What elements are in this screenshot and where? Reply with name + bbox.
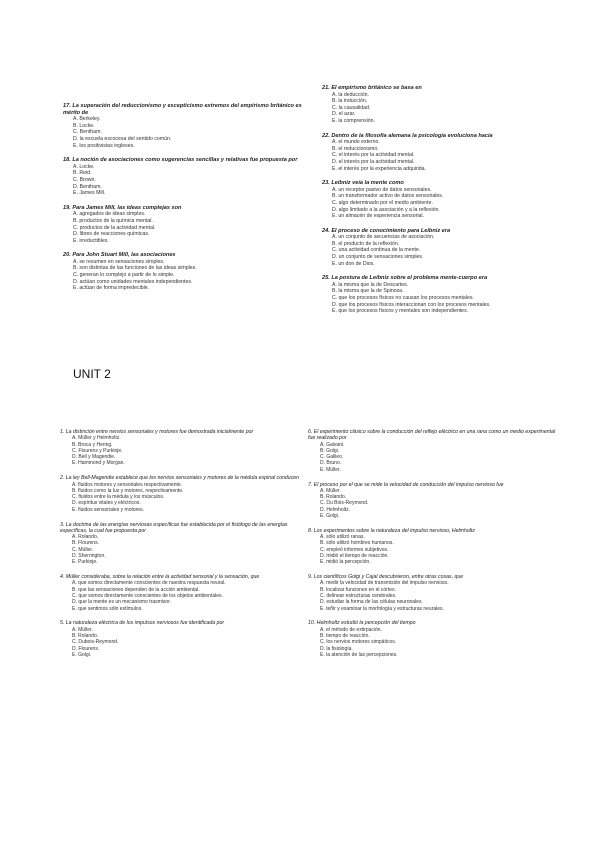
question-block bbox=[63, 252, 313, 292]
question-block bbox=[60, 475, 310, 513]
answer-option: C. los nervios motores simpáticos. bbox=[320, 639, 397, 646]
answer-option: C. Galileo. bbox=[320, 454, 344, 461]
question-text: 6. El experimento clásico sobre la conducción del reflejo eléctrico en una rana como un medio experimental fue realizado por bbox=[308, 429, 556, 442]
answer-option: E. actúan de forma impredecible. bbox=[73, 285, 150, 292]
answer-option: C. algo determinado por el medio ambiente. bbox=[332, 199, 433, 206]
answer-option: D. Bruno. bbox=[320, 460, 342, 467]
answer-option: B. el reduccionismo. bbox=[332, 145, 379, 152]
answer-option: C. Du Bois-Reymond. bbox=[320, 500, 369, 507]
answer-option: C. Flourens y Purkinje. bbox=[72, 447, 123, 454]
question-text: 21. El empirismo británico se basa en bbox=[322, 85, 422, 91]
answer-option: A. Müller y Helmholtz. bbox=[72, 435, 121, 442]
answer-option: D. Bentham. bbox=[73, 183, 102, 190]
question-block bbox=[63, 157, 313, 197]
answer-option: D. que los procesos físicos interaccionan con los procesos mentales. bbox=[332, 301, 491, 308]
answer-option: C. que somos directamente conscientes de los objetos ambientales. bbox=[72, 593, 223, 600]
answer-option: D. un conjunto de sensaciones simples. bbox=[332, 254, 424, 261]
question-text: 20. Para John Stuart Mill, las asociaciones bbox=[63, 252, 176, 259]
answer-option: C. el interés por la actividad mental. bbox=[332, 152, 415, 159]
answer-option: E. que los procesos físicos y mentales son independientes. bbox=[332, 308, 469, 315]
question-text: 5. La naturaleza eléctrica de los impulsos nerviosos fue identificada por bbox=[60, 620, 225, 627]
question-block bbox=[322, 275, 572, 315]
answer-option: E. teñir y examinar la morfología y estructuras neurales. bbox=[320, 605, 444, 612]
answer-option: E. los positivistas ingleses. bbox=[73, 142, 135, 149]
answer-option: B. la misma que la de Spinoza. bbox=[332, 288, 404, 295]
answer-option: C. Dubois-Reymond. bbox=[72, 639, 119, 646]
answer-option: B. el producto de la reflexión. bbox=[332, 240, 400, 247]
question-text: 10. Helmholtz estudió la percepción del tiempo bbox=[308, 620, 416, 627]
answer-option: D. que la mente es un mecanismo trasmisor. bbox=[72, 599, 171, 606]
unit2-left-column bbox=[60, 429, 310, 667]
answer-option: B. Locke. bbox=[73, 122, 95, 129]
answer-option: E. Golgi. bbox=[320, 513, 340, 520]
question-block bbox=[322, 228, 572, 268]
answer-option: B. que las sensaciones dependen de la acción ambiental. bbox=[72, 586, 200, 593]
answer-option: D. el interés por la actividad mental. bbox=[332, 158, 415, 165]
answer-option: A. el método de extirpación. bbox=[320, 626, 382, 633]
unit2-right-column bbox=[308, 429, 558, 667]
answer-option: E. Purkinje. bbox=[72, 559, 98, 566]
answer-option: D. la fisiología. bbox=[320, 645, 353, 652]
question-text: 2. La ley Bell-Magendie establece que los nervios sensoriales y motores de la médula espinal conducen bbox=[60, 475, 300, 482]
question-block bbox=[60, 522, 310, 566]
answer-option: A. el mundo externo. bbox=[332, 139, 380, 146]
question-block bbox=[60, 574, 310, 612]
answer-option: B. un transformador activo de datos sensoriales. bbox=[332, 193, 444, 200]
answer-option: B. sólo utilizó hombres humanos. bbox=[320, 540, 394, 547]
question-block bbox=[63, 205, 313, 245]
question-text: 25. La postura de Leibniz sobre el problema mente-cuerpo era bbox=[322, 275, 488, 282]
unit1-right-column bbox=[322, 85, 572, 323]
answer-option: D. midió el tiempo de reacción. bbox=[320, 553, 389, 560]
question-block bbox=[322, 133, 572, 173]
answer-option: A. Berkeley. bbox=[73, 116, 101, 123]
answer-option: A. Galvani. bbox=[320, 441, 345, 448]
question-text: 7. El proceso por el que se mide la velocidad de conducción del impulso nervioso fue bbox=[308, 481, 504, 488]
answer-option: E. Hammond y Morgan. bbox=[72, 460, 125, 467]
question-text: 9. Los científicos Golgi y Cajal descubrieron, entre otras cosas, que bbox=[308, 574, 464, 581]
answer-option: C. empleó informes subjetivos. bbox=[320, 546, 389, 553]
answer-option: A. un receptor pasivo de datos sensoriales. bbox=[332, 186, 432, 193]
question-block bbox=[308, 620, 558, 658]
answer-option: D. espíritus vitales y eléctricos. bbox=[72, 500, 141, 507]
question-block bbox=[308, 482, 558, 520]
answer-option: A. Müller. bbox=[72, 626, 93, 633]
question-block bbox=[308, 574, 558, 612]
question-text: 19. Para James Mill, las ideas complejas son bbox=[63, 204, 182, 211]
answer-option: D. Sherrington. bbox=[72, 553, 106, 560]
unit2-heading: UNIT 2 bbox=[73, 367, 111, 381]
answer-option: B. Golgi. bbox=[320, 447, 340, 454]
answer-option: B. son distintas de las funciones de las ideas simples. bbox=[73, 265, 197, 272]
answer-option: A. la deducción. bbox=[332, 91, 369, 98]
answer-option: D. algo limitado a la asociación y a la reflexión. bbox=[332, 206, 440, 213]
answer-option: D. Bell y Magendie. bbox=[72, 454, 116, 461]
answer-option: E. un almacén de experiencia sensorial. bbox=[332, 213, 424, 220]
answer-option: C. la causalidad. bbox=[332, 104, 371, 111]
answer-option: D. la escuela escocesa del sentido común. bbox=[73, 135, 172, 142]
answer-option: C. Müller. bbox=[72, 546, 94, 553]
answer-option: E. fluidos sensoriales y motores. bbox=[72, 506, 144, 513]
question-block bbox=[63, 103, 313, 149]
answer-option: E. la atención de las percepciones. bbox=[320, 651, 398, 658]
answer-option: C. que los procesos físicos no causan los procesos mentales. bbox=[332, 295, 474, 302]
answer-option: B. Reid. bbox=[73, 170, 92, 177]
question-text: 23. Leibniz veía la mente como bbox=[322, 180, 404, 187]
answer-option: E. el interés por la experiencia adquirida. bbox=[332, 165, 427, 172]
question-block bbox=[308, 429, 558, 473]
answer-option: D. estudiar la forma de las células neuronales. bbox=[320, 599, 423, 606]
answer-option: A. Rolando. bbox=[72, 534, 99, 541]
answer-option: A. la misma que la de Descartes. bbox=[332, 281, 409, 288]
answer-option: E. irreductibles. bbox=[73, 237, 109, 244]
answer-option: A. agregados de ideas simples. bbox=[73, 211, 146, 218]
answer-option: B. localizar funciones en el córtex. bbox=[320, 586, 396, 593]
answer-option: C. una actividad continua de la mente. bbox=[332, 247, 421, 254]
answer-option: B. la inducción. bbox=[332, 98, 368, 105]
question-text: 4. Müller consideraba, sobre la relación entre la actividad sensorial y la sensación, que bbox=[60, 574, 260, 581]
question-text: 24. El proceso de conocimiento para Leibniz era bbox=[322, 227, 451, 234]
answer-option: E. midió la percepción. bbox=[320, 559, 371, 566]
question-text: 18. La noción de asociaciones como sugerencias sencillas y relativas fue propuesta por bbox=[63, 157, 298, 164]
question-block bbox=[60, 429, 310, 467]
question-block bbox=[308, 528, 558, 566]
answer-option: C. delinear estructuras cerebrales. bbox=[320, 593, 397, 600]
answer-option: E. que sentimos sólo estímulos. bbox=[72, 605, 143, 612]
answer-option: E. James Mill. bbox=[73, 190, 106, 197]
unit1-left-column bbox=[63, 103, 313, 300]
answer-option: B. productos de la química mental. bbox=[73, 217, 153, 224]
question-text: 22. Dentro de la filosofía alemana la psicología evoluciona hacia bbox=[322, 132, 493, 139]
answer-option: D. libres de reacciones químicas. bbox=[73, 231, 150, 238]
answer-option: A. medir la velocidad de transmisión del impulso nervioso. bbox=[320, 580, 449, 587]
question-block bbox=[322, 180, 572, 220]
answer-option: B. Broca y Hering. bbox=[72, 441, 113, 448]
answer-option: C. generan lo complejo a partir de lo simple. bbox=[73, 272, 175, 279]
answer-option: A. que somos directamente conscientes de nuestra respuesta neural. bbox=[72, 580, 226, 587]
question-text: 3. La doctrina de las energías nerviosas específicas fue establecida por el fisiólogo de las energías específicas, la cual fue propuesta por bbox=[60, 521, 288, 534]
answer-option: A. se resumen en sensaciones simples. bbox=[73, 258, 165, 265]
answer-option: A. Müller. bbox=[320, 487, 341, 494]
answer-option: B. tiempo de reacción. bbox=[320, 633, 370, 640]
answer-option: C. Bentham. bbox=[73, 129, 102, 136]
answer-option: B. Flourens. bbox=[72, 540, 99, 547]
question-text: 1. La distinción entre nervios sensoriales y motores fue demostrada inicialmente por bbox=[60, 429, 254, 435]
question-block bbox=[322, 85, 572, 125]
answer-option: D. actúan como unidades mentales independientes. bbox=[73, 278, 193, 285]
answer-option: A. sólo utilizó ranas. bbox=[320, 534, 365, 541]
answer-option: E. Müller. bbox=[320, 466, 341, 473]
answer-option: A. fluidos motores y sensoriales respectivamente. bbox=[72, 481, 183, 488]
answer-option: E. Golgi. bbox=[72, 651, 92, 658]
answer-option: C. fluidos entre la médula y los músculos. bbox=[72, 494, 165, 501]
question-text: 17. La superación del reduccionismo y escepticismo extremos del empirismo británico es mérito de bbox=[63, 103, 302, 116]
answer-option: D. el azar. bbox=[332, 111, 356, 118]
answer-option: C. productos de la actividad mental. bbox=[73, 224, 156, 231]
answer-option: A. un conjunto de secuencias de asociación. bbox=[332, 234, 435, 241]
answer-option: D. Flourens. bbox=[72, 645, 100, 652]
answer-option: A. Locke. bbox=[73, 163, 95, 170]
answer-option: D. Helmholtz. bbox=[320, 506, 351, 513]
question-text: 8. Los experimentos sobre la naturaleza del impulso nervioso, Helmholtz bbox=[308, 527, 475, 534]
answer-option: E. la comprensión. bbox=[332, 117, 375, 124]
answer-option: B. fluidos como la luz y motores, respectivamente. bbox=[72, 487, 184, 494]
answer-option: B. Rolando. bbox=[320, 494, 347, 501]
question-block bbox=[60, 620, 310, 658]
answer-option: B. Rolando. bbox=[72, 633, 99, 640]
answer-option: C. Brown. bbox=[73, 176, 96, 183]
answer-option: E. un don de Dios. bbox=[332, 260, 375, 267]
